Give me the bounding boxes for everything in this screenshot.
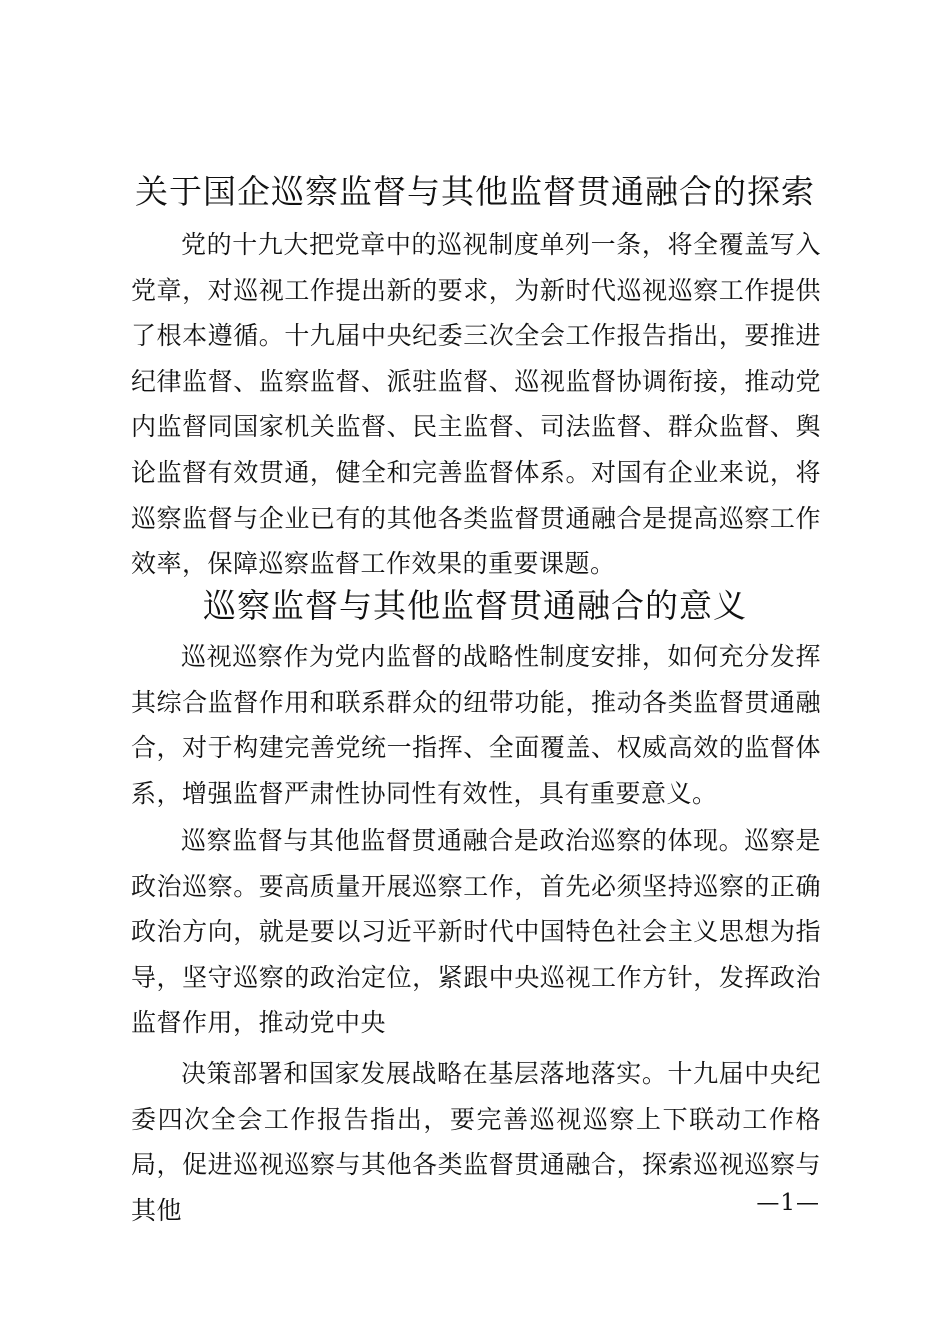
document-title: 关于国企巡察监督与其他监督贯通融合的探索 (135, 172, 815, 211)
paragraph-intro: 党的十九大把党章中的巡视制度单列一条，将全覆盖写入党章，对巡视工作提出新的要求，为新时代巡视巡察工作提供了根本遵循。十九届中央纪委三次全会工作报告指出，要推进纪律监督、监察监督、派驻监督、巡视监督协调衔接，推动党内监督同国家机关监督、民主监督、司法监督、群众监督、舆论监督有效贯通，健全和完善监督体系。对国有企业来说，将巡察监督与企业已有的其他各类监督贯通融合是提高巡察工作效率，保障巡察监督工作效果的重要课题。 (131, 230, 821, 579)
paragraph-continuation: 决策部署和国家发展战略在基层落地落实。十九届中央纪委四次全会工作报告指出，要完善巡视巡察上下联动工作格局，促进巡视巡察与其他各类监督贯通融合，探索巡视巡察与其他 (131, 1059, 821, 1225)
section-heading: 巡察监督与其他监督贯通融合的意义 (203, 586, 747, 625)
paragraph-significance: 巡视巡察作为党内监督的战略性制度安排，如何充分发挥其综合监督作用和联系群众的纽带功能，推动各类监督贯通融合，对于构建完善党统一指挥、全面覆盖、权威高效的监督体系，增强监督严肃性协同性有效性，具有重要意义。 (131, 642, 821, 808)
paragraph-political-inspection: 巡察监督与其他监督贯通融合是政治巡察的体现。巡察是政治巡察。要高质量开展巡察工作，首先必须坚持巡察的正确政治方向，就是要以习近平新时代中国特色社会主义思想为指导，坚守巡察的政治定位，紧跟中央巡视工作方针，发挥政治监督作用，推动党中央 (131, 826, 821, 1038)
page-number: —1— (756, 1190, 820, 1216)
